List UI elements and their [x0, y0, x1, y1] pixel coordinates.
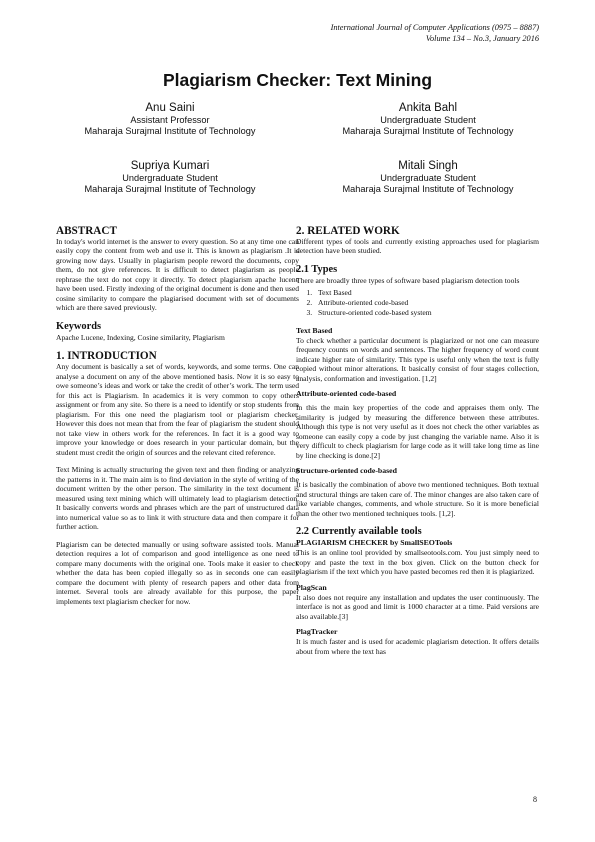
- attribute-text: In this the main key properties of the code and appraises them only. The similarity is judged by measuring the difference between these attributes. Although this type is not very useful as it does not check the other variables as someone can easily copy a code by just changing the variable name. Also it is very difficult to check plagiarism for large code as it will take long time as line by line checking is done.[2]: [296, 403, 539, 460]
- page-number: 8: [533, 795, 537, 804]
- text-based-heading: Text Based: [296, 325, 333, 335]
- plagscan-text: It also does not require any installation and updates the user continuously. The interface is not as good and limit is 1000 character at a time. Paid versions are also available.[3]: [296, 592, 539, 621]
- author-affiliation: Maharaja Surajmal Institute of Technology: [342, 126, 514, 136]
- journal-name: International Journal of Computer Applications (0975 – 8887): [330, 23, 539, 32]
- author-name: Mitali Singh: [398, 160, 458, 172]
- types-heading: 2.1 Types: [296, 263, 338, 275]
- paper-title: Plagiarism Checker: Text Mining: [162, 70, 433, 90]
- abstract-text: In today's world internet is the answer to every question. So at any time one can easily copy the content from web and use it. This is known as plagiarism .It is growing now days. Usually in plagiarism people reword the documents, copy them, do not give references. It is difficult to detect plagiarism as people rephrase the text do not copy it directly. To detect plagiarism apache lucene have been used. Firstly indexing of the original document is done and then used cosine similarity to compare the plagiarised document with set of documents which are there saved previously.: [56, 237, 299, 313]
- intro-paragraph: Text Mining is actually structuring the given text and then finding or analyzing the patterns in it. The main aim is to find deviation in the style of writing of the document written by the other person. The similarity in the text document is measured using text mining which will ultimately lead to plagiarism detection. It basically converts words and phrases which are the part of unstructured data into numerical value so as to link it with structure data and then compare it for further action.: [56, 465, 299, 532]
- plagscan-heading: PlagScan: [296, 582, 327, 592]
- intro-paragraph: Plagiarism can be detected manually or using software assisted tools. Manual detection requires a lot of comparison and good intelligence as one need to compare many documents with the original one. Tools make it easier to check whether the data has been copied illegally so as in seconds one can easily compare the document with plenty of research papers and other data from internet. Several tools are already available for this purpose, the paper implements text plagiarism checker for now.: [56, 539, 299, 606]
- plagtracker-text: It is much faster and is used for academic plagiarism detection. It offers details about from where the text has: [296, 637, 539, 656]
- structure-text: It is basically the combination of above two mentioned techniques. Both textual and structural things are taken care of. The minor changes are also taken care of like variable changes, comments, and whole structure. So it is more beneficial than the other two mentioned techniques tools. [1,2].: [296, 480, 539, 518]
- related-work-text: Different types of tools and currently existing approaches used for plagiarism detection have been studied.: [296, 237, 539, 256]
- related-work-heading: 2. RELATED WORK: [296, 225, 400, 237]
- author-affiliation: Maharaja Surajmal Institute of Technology: [342, 184, 514, 194]
- author-block: [40, 159, 300, 195]
- journal-header: [331, 22, 539, 44]
- left-column: [56, 225, 299, 606]
- author-role: Undergraduate Student: [380, 173, 476, 183]
- author-name: Anu Saini: [145, 102, 195, 114]
- author-name: Supriya Kumari: [130, 160, 210, 172]
- types-intro: There are broadly three types of software based plagiarism detection tools: [296, 275, 520, 285]
- right-column: [296, 225, 539, 656]
- author-block: [40, 101, 300, 137]
- list-item: 3. Structure-oriented code-based system: [314, 308, 539, 318]
- author-affiliation: Maharaja Surajmal Institute of Technology: [84, 184, 256, 194]
- plagtracker-heading: PlagTracker: [296, 627, 338, 637]
- introduction-heading: 1. INTRODUCTION: [56, 350, 157, 363]
- author-role: Assistant Professor: [130, 115, 210, 125]
- smallseotools-heading: PLAGIARISM CHECKER by SmallSEOTools: [296, 538, 453, 548]
- abstract-heading: ABSTRACT: [56, 225, 117, 237]
- author-block: [298, 101, 558, 137]
- author-block: [298, 159, 558, 195]
- keywords-heading: Keywords: [56, 320, 102, 332]
- author-name: Ankita Bahl: [398, 102, 458, 114]
- journal-volume: Volume 134 – No.3, January 2016: [425, 34, 539, 43]
- tools-heading: 2.2 Currently available tools: [296, 526, 422, 538]
- keywords-text: Apache Lucene, Indexing, Cosine similarity, Plagiarism: [56, 332, 225, 342]
- smallseotools-text: This is an online tool provided by smallseotools.com. You just simply need to copy and paste the text in the box given. Click on the button check for plagiarism if the text which you have pasted becomes red then it is plagiarized.: [296, 548, 539, 577]
- attribute-heading: Attribute-oriented code-based: [296, 389, 397, 399]
- intro-paragraph: Any document is basically a set of words, keywords, and some terms. One can analyse a document on any of the above mentioned basis. Now it is so easy to owe someone’s ideas and work or take the credit of other’s work. The term used for this act is Plagiarism. In academics it is very common to copy others assignment or from any site. So there is a need to identify or stop students from plagiarism. For this one need the plagiarism tool or plagiarism checker. However this does not mean that from the fear of plagiarism the student should not take view in others work for the references. In fact it is a good way to improve your knowledge or does research in your particular domain, but the student must credit the origin of sources and the relevant cited reference.: [56, 362, 299, 457]
- list-item: 2. Attribute-oriented code-based: [314, 298, 539, 308]
- author-affiliation: Maharaja Surajmal Institute of Technology: [84, 126, 256, 136]
- types-list: [296, 288, 539, 317]
- list-item: 1. Text Based: [314, 288, 539, 298]
- author-role: Undergraduate Student: [380, 115, 476, 125]
- author-role: Undergraduate Student: [122, 173, 218, 183]
- text-based-text: To check whether a particular document is plagiarized or not one can measure frequency counts on words and sentences. The higher frequency of word count indicate higher rate of similarity. This type is useful only when the text is fully copied without minor alterations. It basically consist of four stages collection, analysis, conformation and investigation. [1,2]: [296, 335, 539, 383]
- structure-heading: Structure-oriented code-based: [296, 466, 397, 476]
